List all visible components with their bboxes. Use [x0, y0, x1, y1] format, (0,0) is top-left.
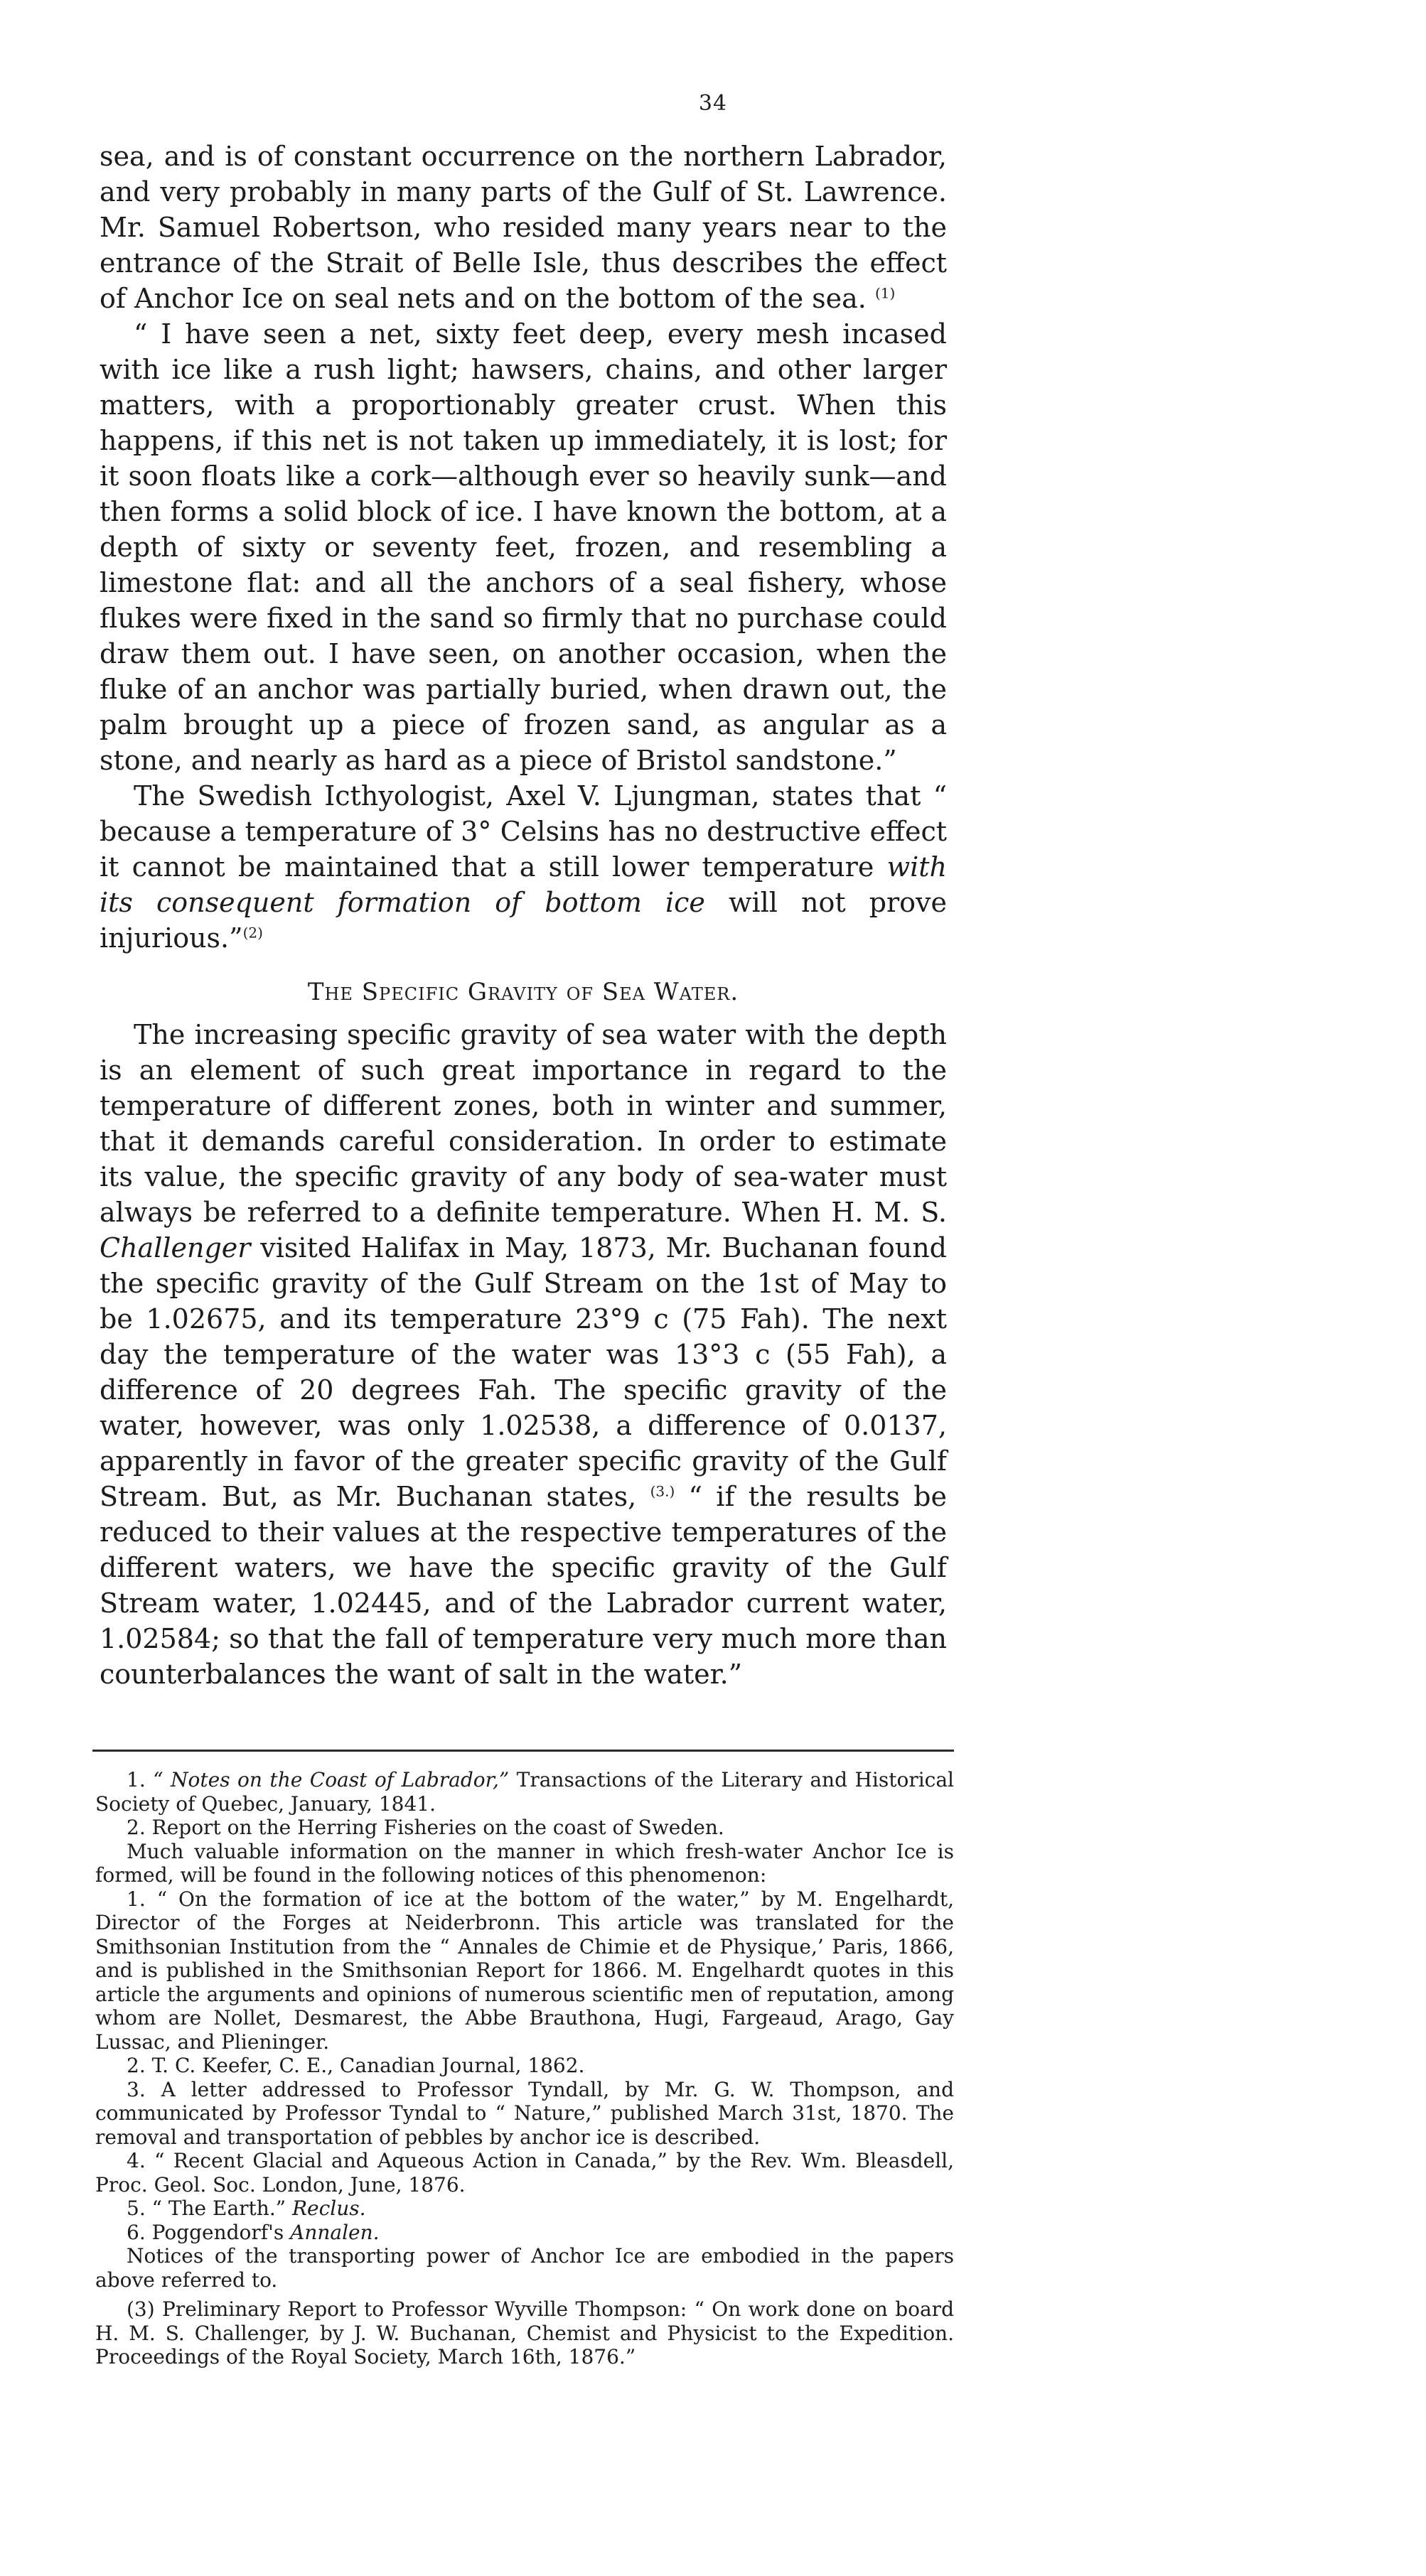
footnote-title: “ Notes on the Coast of Labrador,”: [153, 1768, 510, 1791]
section-heading: The Specific Gravity of Sea Water.: [307, 978, 739, 1006]
footnote-3: (3) Preliminary Report to Professor Wyville Thompson: “ On work done on board H. M. S. Challenger, by J. W. Buchanan, Chemist and Physicist to the Expedition. Proceedings of the Royal Society, March 16th, 1876.”: [95, 2297, 954, 2368]
note-item-5: [95, 2197, 954, 2221]
footnote-2: 2. Report on the Herring Fisheries on the coast of Sweden.: [127, 1816, 724, 1839]
footnote-number: 1.: [127, 1768, 146, 1791]
note-item-1: 1. “ On the formation of ice at the bottom of the water,” by M. Engelhardt, Director of the Forges at Neiderbronn. This article was translated for the Smithsonian Institution from the “ Annales de Chimie et de Physique,’ Paris, 1866, and is published in the Smithsonian Report for 1866. M. Engelhardt quotes in this article the arguments and opinions of numerous scientific men of reputation, among whom are Nollet, Desmarest, the Abbe Brauthona, Hugi, Fargeaud, Arago, Gay Lussac, and Plieninger.: [95, 1887, 954, 2054]
footnote-1: [95, 1768, 954, 1816]
paragraph-ljungman: [100, 778, 947, 956]
quotation-robertson: “ I have seen a net, sixty feet deep, every mesh incased with ice like a rush light; hawsers, chains, and other larger matters, with a proportionably greater crust. When this happens, if this net is not taken up immediately, it is lost; for it soon floats like a cork—although ever so heavily sunk—and then forms a solid block of ice. I have known the bottom, at a depth of sixty or seventy feet, frozen, and resembling a limestone flat: and all the anchors of a seal fishery, whose flukes were fixed in the sand so firmly that no purchase could draw them out. I have seen, on another occasion, when the fluke of an anchor was partially buried, when drawn out, the palm brought up a piece of frozen sand, as angular as a stone, and nearly as hard as a piece of Bristol sandstone.”: [100, 318, 947, 776]
footnote-ref-1: (1): [874, 284, 896, 302]
paragraph-anchor-ice-labrador: [100, 139, 947, 316]
note-text: 6. Poggendorf's: [127, 2220, 291, 2244]
ship-name: Challenger: [100, 1232, 251, 1263]
note-text: 5. “ The Earth.”: [127, 2197, 292, 2220]
paragraph-text: will not prove injurious.”: [100, 887, 947, 954]
footnotes: [95, 1768, 954, 2369]
paragraph-text: The Swedish Icthyologist, Axel V. Ljungman, states that “ because a temperature of 3° Celsins has no destructive effect it cannot be maintained that a still lower temperature: [100, 780, 947, 883]
page-number: 34: [698, 91, 728, 116]
footnote-ref-3: (3.): [650, 1482, 675, 1500]
note-item-2: 2. T. C. Keefer, C. E., Canadian Journal, 1862.: [127, 2054, 585, 2077]
note-item-3: 3. A letter addressed to Professor Tyndall, by Mr. G. W. Thompson, and communicated by Professor Tyndal to “ Nature,” published March 31st, 1870. The removal and transportation of pebbles by anchor ice is described.: [95, 2077, 954, 2149]
paragraph-text: visited Halifax in May, 1873, Mr. Buchanan found the specific gravity of the Gulf Stream on the 1st of May to be 1.02675, and its temperature 23°9 c (75 Fah). The next day the temperature of the water was 13°3 c (55 Fah), a difference of 20 degrees Fah. The specific gravity of the water, however, was only 1.02538, a difference of 0.0137, apparently in favor of the greater specific gravity of the Gulf Stream. But, as Mr. Buchanan states,: [100, 1232, 947, 1512]
note-author: Reclus.: [291, 2197, 366, 2220]
emphasis-text: with its consequent formation of bottom ice: [100, 851, 947, 918]
paragraph-text: “ if the results be reduced to their values at the respective temperatures of the different waters, we have the specific gravity of the Gulf Stream water, 1.02445, and of the Labrador current water, 1.02584; so that the fall of temperature very much more than counterbalances the want of salt in the water.”: [100, 1481, 947, 1690]
paragraph-specific-gravity: [100, 1017, 947, 1692]
paragraph-text: sea, and is of constant occurrence on the northern Labrador, and very probably in many parts of the Gulf of St. Lawrence. Mr. Samuel Robertson, who resided many years near to the entrance of the Strait of Belle Isle, thus describes the effect of Anchor Ice on seal nets and on the bottom of the sea.: [100, 141, 947, 314]
footnote-closing: Notices of the transporting power of Anchor Ice are embodied in the papers above referred to.: [95, 2244, 954, 2292]
note-item-6: [95, 2221, 954, 2245]
footnote-divider: [92, 1750, 954, 1752]
note-journal: Annalen.: [290, 2220, 380, 2244]
paragraph-text: The increasing specific gravity of sea water with the depth is an element of such great importance in regard to the temperature of different zones, both in winter and summer, that it demands careful consideration. In order to estimate its value, the specific gravity of any body of sea-water must always be referred to a definite temperature. When H. M. S.: [100, 1019, 947, 1228]
footnote-text: Transactions of the Literary and Historical Society of Quebec, January, 1841.: [95, 1768, 954, 1816]
footnote-intro: Much valuable information on the manner in which fresh-water Anchor Ice is formed, will be found in the following notices of this phenomenon:: [95, 1839, 954, 1887]
footnote-ref-2: (2): [242, 924, 263, 942]
note-item-4: 4. “ Recent Glacial and Aqueous Action in Canada,” by the Rev. Wm. Bleasdell, Proc. Geol. Soc. London, June, 1876.: [95, 2149, 954, 2197]
main-text: [100, 139, 947, 1692]
